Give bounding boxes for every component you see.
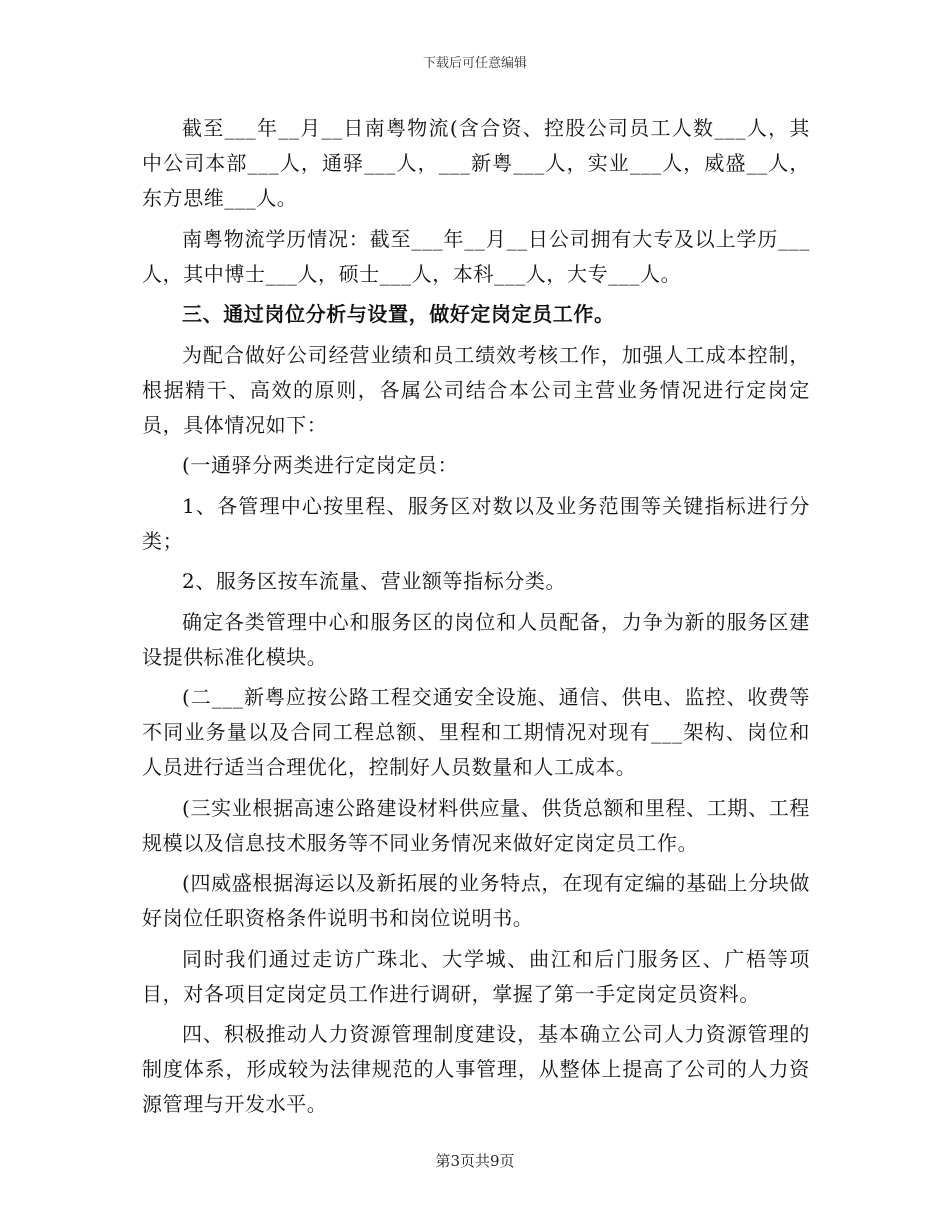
page-number: 第3页共9页 [435, 1152, 515, 1170]
paragraph-xinyue: (二___新粤应按公路工程交通安全设施、通信、供电、监控、收费等不同业务量以及合同工程总额、里程和工期情况对现有___架构、岗位和人员进行适当合理优化，控制好人员数量和人工成本。 [142, 685, 810, 779]
paragraph-survey: 同时我们通过走访广珠北、大学城、曲江和后门服务区、广梧等项目，对各项目定岗定员工作进行调研，掌握了第一手定岗定员资料。 [142, 946, 810, 1006]
paragraph-education: 南粤物流学历情况：截至___年__月__日公司拥有大专及以上学历___人，其中博士___人，硕士___人，本科___人，大专___人。 [142, 226, 810, 286]
paragraph-item-1: 1、各管理中心按里程、服务区对数以及业务范围等关键指标进行分类； [142, 493, 810, 553]
paragraph-tongyi: (一通驿分两类进行定岗定员： [182, 453, 459, 477]
paragraph-shiye: (三实业根据高速公路建设材料供应量、供货总额和里程、工期、工程规模以及信息技术服务等不同业务情况来做好定岗定员工作。 [142, 795, 810, 855]
paragraph-item-2: 2、服务区按车流量、营业额等指标分类。 [182, 569, 567, 593]
paragraph-standard-module: 确定各类管理中心和服务区的岗位和人员配备，力争为新的服务区建设提供标准化模块。 [142, 609, 810, 669]
page-header: 下载后可任意编辑 [422, 56, 527, 71]
paragraph-weisheng: (四威盛根据海运以及新拓展的业务特点，在现有定编的基础上分块做好岗位任职资格条件说明书和岗位说明书。 [142, 871, 810, 930]
document-body [142, 111, 810, 1128]
paragraph-section-4: 四、积极推动人力资源管理制度建设，基本确立公司人力资源管理的制度体系，形成较为法律规范的人事管理，从整体上提高了公司的人力资源管理与开发水平。 [142, 1022, 810, 1116]
section-heading-3: 三、通过岗位分析与设置，做好定岗定员工作。 [182, 302, 615, 326]
paragraph-intro: 为配合做好公司经营业绩和员工绩效考核工作，加强人工成本控制，根据精干、高效的原则，各属公司结合本公司主营业务情况进行定岗定员，具体情况如下： [142, 342, 810, 437]
paragraph-staff-count: 截至___年__月__日南粤物流(含合资、控股公司员工人数___人，其中公司本部___人，通驿___人，___新粤___人，实业___人，威盛__人，东方思维___人。 [142, 116, 810, 210]
